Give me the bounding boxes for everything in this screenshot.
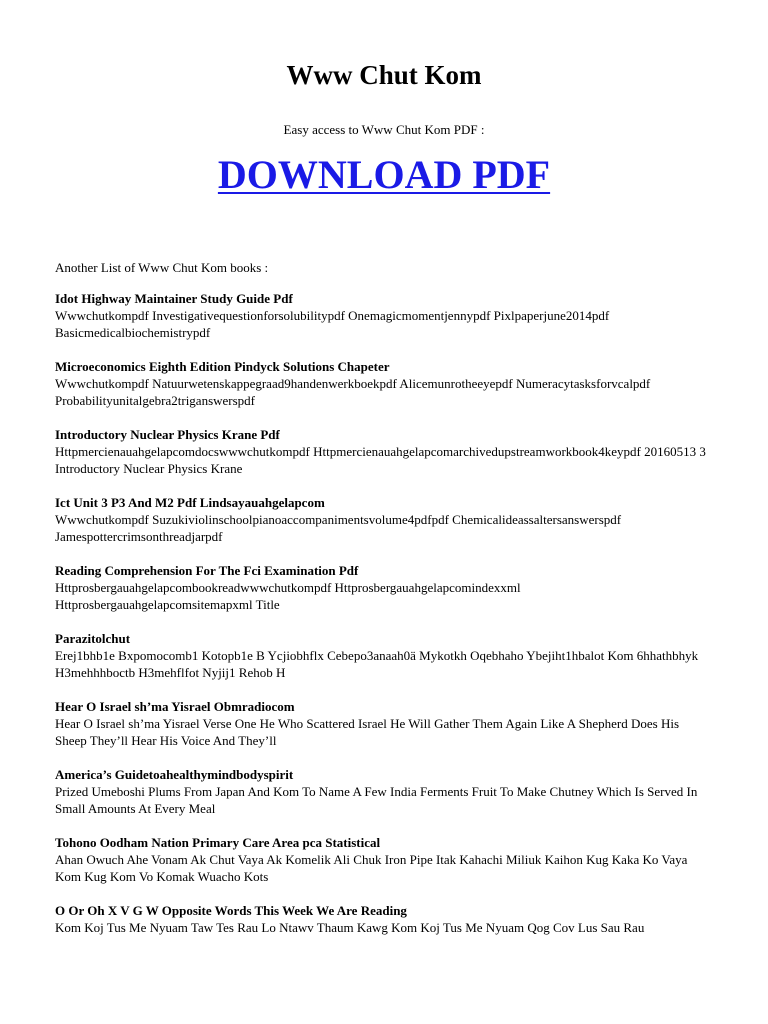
book-description: Httprosbergauahgelapcombookreadwwwchutkompdf Httprosbergauahgelapcomindexxml Httprosbergauahgelapcomsitemapxml Title [55, 580, 521, 612]
list-item [55, 766, 713, 817]
book-description: Wwwchutkompdf Suzukiviolinschoolpianoaccompanimentsvolume4pdfpdf Chemicalideassaltersanswerspdf Jamespottercrimsonthreadjarpdf [55, 512, 622, 544]
book-description: Wwwchutkompdf Investigativequestionforsolubilitypdf Onemagicmomentjennypdf Pixlpaperjune2014pdf Basicmedicalbiochemistrypdf [55, 308, 610, 340]
page-title: Www Chut Kom [286, 60, 482, 90]
book-description: Wwwchutkompdf Natuurwetenskappegraad9handenwerkboekpdf Alicemunrotheeyepdf Numeracytasksforvcalpdf Probabilityunitalgebra2triganswerspdf [55, 376, 651, 408]
access-text: Easy access to Www Chut Kom PDF : [283, 122, 485, 137]
list-item [55, 562, 713, 613]
list-item [55, 834, 713, 885]
book-title: America’s Guidetoahealthymindbodyspirit [55, 767, 294, 782]
book-description: Httpmercienauahgelapcomdocswwwchutkompdf Httpmercienauahgelapcomarchivedupstreamworkbook4keypdf 20160513 3 Introductory Nuclear Physics Krane [55, 444, 706, 476]
download-pdf-link[interactable]: DOWNLOAD PDF [217, 152, 551, 197]
list-item [55, 698, 713, 749]
book-title: Tohono Oodham Nation Primary Care Area pca Statistical [55, 835, 381, 850]
book-list [55, 290, 713, 936]
book-title: Reading Comprehension For The Fci Examination Pdf [55, 563, 359, 578]
list-item [55, 358, 713, 409]
list-item [55, 902, 713, 936]
book-title: Microeconomics Eighth Edition Pindyck Solutions Chapeter [55, 359, 390, 374]
book-title: Introductory Nuclear Physics Krane Pdf [55, 427, 280, 442]
book-description: Kom Koj Tus Me Nyuam Taw Tes Rau Lo Ntawv Thaum Kawg Kom Koj Tus Me Nyuam Qog Cov Lus Sau Rau [55, 920, 645, 935]
list-item [55, 494, 713, 545]
book-title: Hear O Israel sh’ma Yisrael Obmradiocom [55, 699, 295, 714]
book-description: Prized Umeboshi Plums From Japan And Kom To Name A Few India Ferments Fruit To Make Chutney Which Is Served In Small Amounts At Every Meal [55, 784, 698, 816]
list-intro: Another List of Www Chut Kom books : [55, 260, 269, 275]
book-description: Erej1bhb1e Bxpomocomb1 Kotopb1e B Ycjiobhflx Cebepo3anaah0ä Mykotkh Oqebhaho Ybejiht1hbalot Kom 6hhathbhyk H3mehhhboctb H3mehflfot Nyjij1 Rehob H [55, 648, 699, 680]
book-title: O Or Oh X V G W Opposite Words This Week We Are Reading [55, 903, 407, 918]
book-description: Ahan Owuch Ahe Vonam Ak Chut Vaya Ak Komelik Ali Chuk Iron Pipe Itak Kahachi Miliuk Kaihon Kug Kaka Ko Vaya Kom Kug Kom Vo Komak Wuacho Kots [55, 852, 688, 884]
list-item [55, 426, 713, 477]
book-title: Ict Unit 3 P3 And M2 Pdf Lindsayauahgelapcom [55, 495, 325, 510]
book-title: Idot Highway Maintainer Study Guide Pdf [55, 291, 293, 306]
book-title: Parazitolchut [55, 631, 131, 646]
list-item [55, 630, 713, 681]
list-item [55, 290, 713, 341]
book-description: Hear O Israel sh’ma Yisrael Verse One He Who Scattered Israel He Will Gather Them Again Like A Shepherd Does His Sheep They’ll Hear His Voice And They’ll [55, 716, 680, 748]
